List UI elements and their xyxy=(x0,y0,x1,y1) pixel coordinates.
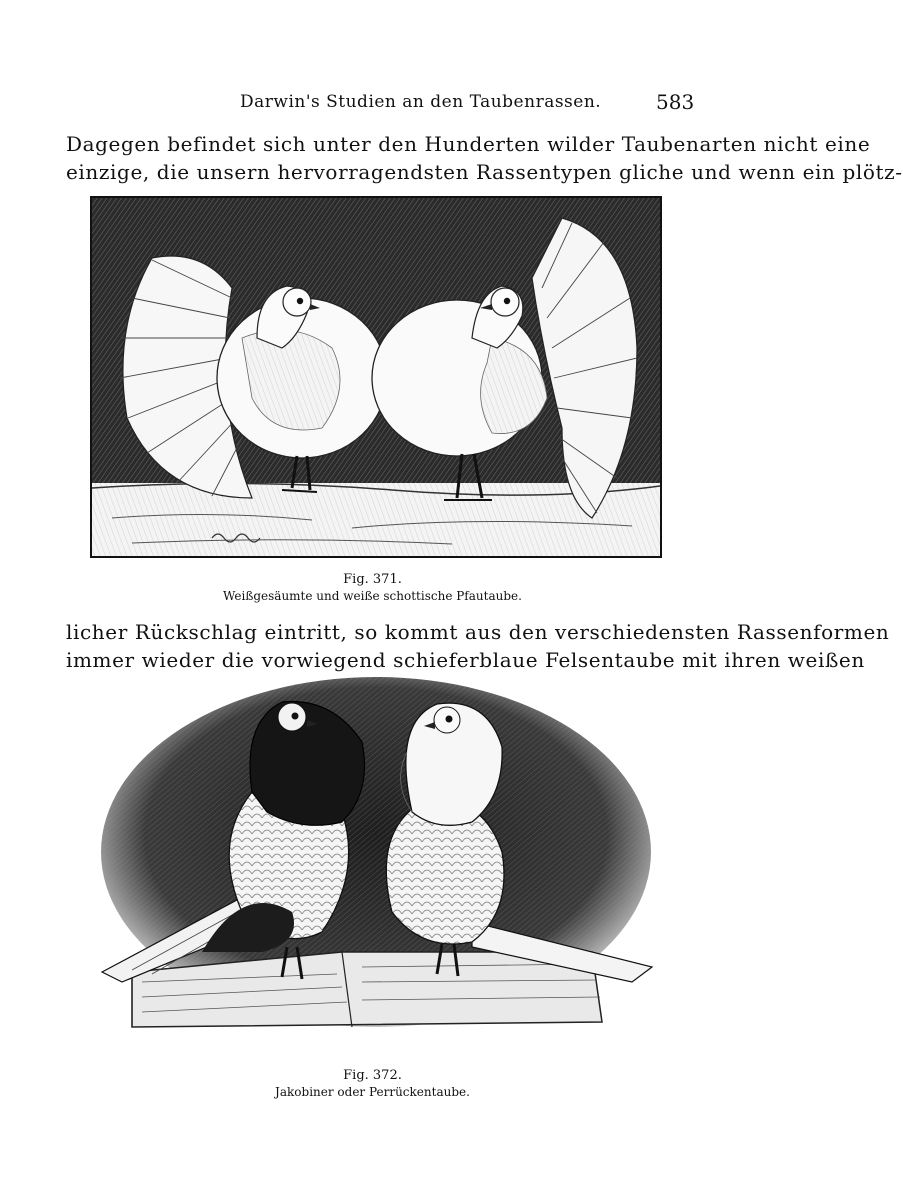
running-header xyxy=(0,92,745,118)
paragraph-line: einzige, die unsern hervorragendsten Rassentypen gliche und wenn ein plötz- xyxy=(66,160,903,184)
running-title: Darwin's Studien an den Taubenrassen. xyxy=(240,92,602,112)
page-number: 583 xyxy=(656,90,695,114)
figure-372-illustration xyxy=(92,682,660,1042)
figure-371-caption xyxy=(0,572,745,604)
figure-label: Fig. 371. xyxy=(343,572,402,587)
figure-caption-text: Weißgesäumte und weiße schottische Pfautaube. xyxy=(223,589,522,603)
figure-caption-text: Jakobiner oder Perrückentaube. xyxy=(275,1085,470,1099)
figure-371-illustration xyxy=(90,196,662,558)
paragraph-line: Dagegen befindet sich unter den Hunderten wilder Taubenarten nicht eine xyxy=(66,132,871,156)
paragraph-line: licher Rückschlag eintritt, so kommt aus den verschiedensten Rassenformen xyxy=(66,620,890,644)
paragraph-top xyxy=(66,130,903,186)
paragraph-middle xyxy=(66,618,890,674)
paragraph-line: immer wieder die vorwiegend schieferblaue Felsentaube mit ihren weißen xyxy=(66,648,865,672)
figure-372-caption xyxy=(0,1068,745,1100)
figure-label: Fig. 372. xyxy=(343,1068,402,1083)
